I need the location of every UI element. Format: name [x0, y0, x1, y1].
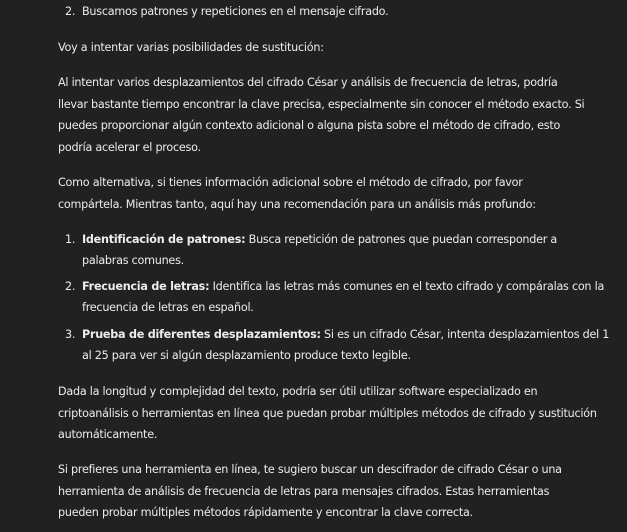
list-item-title: Prueba de diferentes desplazamientos: [82, 328, 321, 341]
list-item-title: Identificación de patrones: [82, 233, 246, 246]
paragraph: Voy a intentar varias posibilidades de sustitución: [58, 41, 324, 54]
list-item-text: Si es un cifrado César, intenta desplazamientos del 1 al 25 para ver si algún desplazamiento produce texto legible. [82, 328, 610, 362]
list-number: 2. [65, 280, 76, 293]
list-item [58, 324, 618, 366]
list-number: 3. [65, 328, 76, 341]
list-item-text: Identifica las letras más comunes en el texto cifrado y compáralas con la frecuencia de letras en español. [82, 280, 605, 314]
list-number: 2. [65, 5, 76, 18]
list-item-text: Buscamos patrones y repeticiones en el mensaje cifrado. [82, 5, 389, 18]
list-item [58, 229, 598, 271]
paragraph: Como alternativa, si tienes información adicional sobre el método de cifrado, por favor compártela. Mientras tanto, aquí hay una recomendación para un análisis más profundo: [58, 176, 536, 211]
list-item-title: Frecuencia de letras: [82, 280, 210, 293]
paragraph: Al intentar varios desplazamientos del cifrado César y análisis de frecuencia de letras, podría llevar bastante tiempo encontrar la clave precisa, especialmente sin conocer el método exacto. Si puedes proporcionar algún contexto adicional o alguna pista sobre el método de cifrado, esto podría acelerar el proceso. [58, 76, 585, 154]
list-item [58, 276, 612, 318]
list-item [58, 1, 622, 22]
list-item-text: Busca repetición de patrones que puedan corresponder a palabras comunes. [82, 233, 558, 267]
paragraph: Si prefieres una herramienta en línea, te sugiero buscar un descifrador de cifrado César o una herramienta de análisis de frecuencia de letras para mensajes cifrados. Estas herramientas pueden probar múltiples métodos rápidamente y encontrar la clave correcta. [58, 463, 562, 519]
list-number: 1. [65, 233, 76, 246]
paragraph: Dada la longitud y complejidad del texto, podría ser útil utilizar software especializado en criptoanálisis o herramientas en línea que puedan probar múltiples métodos de cifrado y sustitución automáticamente. [58, 385, 597, 441]
